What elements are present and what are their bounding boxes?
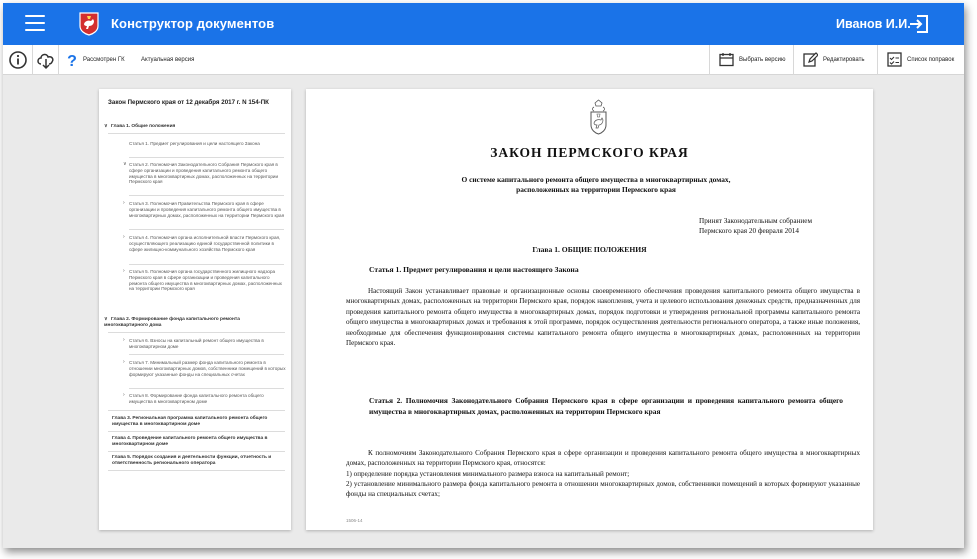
toc-article-label: Статья 8. Формирование фонда капитального ремонта общего имущества в многоквартирном доме [129, 393, 264, 404]
article-2-intro: К полномочиям Законодательного Собрания Пермского края в сфере организации и проведения капитального ремонта общего имущества в многоквартирных домах, расположенных на территории Пермского края, относятся: [346, 449, 860, 468]
document-subtitle: О системе капитального ремонта общего имущества в многоквартирных домах, расположенных на территории Пермского края [461, 175, 731, 194]
toolbar-divider [32, 45, 33, 75]
toc-chapter-label: Глава 4. Проведение капитального ремонта общего имущества в многоквартирном доме [112, 436, 268, 447]
chapter-heading: Глава 1. ОБЩИЕ ПОЛОЖЕНИЯ [532, 245, 647, 254]
corrections-list-label: Список поправок [907, 57, 955, 63]
toc-chapter-label: Глава 3. Региональная программа капитального ремонта общего имущества в многоквартирном доме [112, 416, 268, 427]
chevron-down-icon: ∨ [104, 124, 108, 129]
toc-article-7[interactable] [123, 359, 287, 377]
article-2-heading: Статья 2. Полномочия Законодательного Собрания Пермского края в сфере организации и проведения капитального ремонта общего имущества в многоквартирных домах, расположенных на территории Пермского края [369, 396, 843, 416]
adoption-note [699, 216, 859, 236]
chevron-right-icon: › [123, 337, 125, 343]
coat-of-arms-logo [79, 12, 99, 36]
toc-article-1[interactable] [129, 141, 287, 147]
calendar-icon [719, 52, 734, 67]
toc-article-label: Статья 7. Минимальный размер фонда капитального ремонта в отношении многоквартирных домов, собственники помещений в которых формируют указанные фонды на специальных счетах [129, 360, 286, 377]
divider [129, 195, 284, 196]
toc-article-label: Статья 2. Полномочия Законодательного Собрания Пермского края в сфере организации и проведения капитального ремонта общего имущества в многоквартирных домах, расположенных на территории Пермского края [129, 162, 279, 185]
toc-chapter-label: Глава 1. Общие положения [111, 124, 176, 129]
toolbar-divider [58, 45, 59, 75]
edit-button[interactable] [793, 45, 877, 75]
toc-article-label: Статья 1. Предмет регулирования и цели настоящего Закона [129, 141, 260, 146]
table-of-contents [99, 89, 291, 530]
chevron-right-icon: › [123, 234, 125, 240]
divider [129, 264, 284, 265]
chevron-right-icon: › [123, 359, 125, 365]
chevron-right-icon: › [123, 392, 125, 398]
document-page-code: 1506-14 [346, 518, 363, 523]
checklist-icon [887, 52, 902, 67]
divider [108, 332, 285, 333]
menu-icon[interactable] [25, 15, 45, 33]
document-title: ЗАКОН ПЕРМСКОГО КРАЯ [490, 145, 689, 160]
divider [129, 354, 284, 355]
toc-article-4[interactable] [123, 234, 287, 252]
article-2-item-1: 1) определение порядка установления минимального размера взноса на капитальный ремонт; [346, 470, 630, 478]
toc-chapter-4[interactable] [112, 436, 284, 448]
toc-article-label: Статья 3. Полномочия Правительства Пермского края в сфере организации и проведения капитального ремонта общего имущества в многоквартирных домах, расположенных на территории Пермского края [129, 201, 285, 218]
edit-label: Редактировать [823, 57, 865, 63]
divider [108, 410, 285, 411]
coat-of-arms-emblem [589, 99, 608, 135]
divider [108, 133, 285, 134]
info-icon[interactable] [7, 49, 29, 71]
corrections-list-button[interactable] [877, 45, 964, 75]
svg-text:?: ? [67, 53, 77, 70]
app-window [3, 3, 964, 548]
toc-article-8[interactable] [123, 392, 287, 405]
document-page [306, 89, 873, 530]
article-1-text: Настоящий Закон устанавливает правовые и организационные основы своевременного обеспечения проведения капитального ремонта общего имущества в многоквартирных домах, расположенных на территории Пермского края, порядок накопления, учета и целевого использования денежных средств, предназначенных для проведения капитального ремонта общего имущества в многоквартирных домах, порядок подготовки и утверждения региональной программы капитального ремонта общего имущества в многоквартирных домах и требования к этой программе, порядок осуществления деятельности регионального оператора, а также иные положения, необходимые для обеспечения функционирования системы капитального ремонта общего имущества в многоквартирных домах, расположенных на территории Пермского края. [346, 287, 860, 348]
article-1-heading: Статья 1. Предмет регулирования и цели настоящего Закона [369, 265, 579, 274]
article-2-item-2: 2) установление минимального размера фонда капитального ремонта в отношении многоквартирных домов, собственники помещений в которых формируют указанные фонды на специальных счетах; [346, 480, 860, 499]
toc-article-label: Статья 4. Полномочия органа исполнительной власти Пермского края, осуществляющего реализацию единой государственной политики в сфере жилищно-коммунального хозяйства Пермского края [129, 235, 281, 252]
adoption-line-2: Пермского края 20 февраля 2014 [699, 227, 799, 235]
toc-chapter-label: Глава 5. Порядок создания и деятельности функции, отчетность и ответственность регионального оператора [112, 455, 272, 466]
toc-article-3[interactable] [123, 200, 287, 218]
toc-chapter-label: Глава 2. Формирование фонда капитального ремонта многоквартирного дома [104, 317, 240, 328]
chevron-down-icon: ∨ [104, 317, 108, 322]
toc-chapter-3[interactable] [112, 416, 284, 428]
divider [129, 157, 284, 158]
choose-version-label: Выбрать версию [739, 57, 786, 63]
toc-chapter-1[interactable] [104, 124, 284, 130]
toc-article-label: Статья 6. Взносы на капитальный ремонт общего имущества в многоквартирном доме [129, 338, 264, 349]
help-icon[interactable] [61, 49, 83, 71]
divider [129, 229, 284, 230]
choose-version-button[interactable] [709, 45, 793, 75]
app-title: Конструктор документов [111, 16, 275, 31]
toc-chapter-5[interactable] [112, 455, 284, 467]
toc-chapter-2[interactable] [104, 317, 284, 329]
version-label: Актуальная версия [141, 57, 195, 63]
toc-title: Закон Пермского края от 12 декабря 2017 г. N 154-ПК [108, 99, 269, 106]
divider [129, 388, 284, 389]
app-header [3, 3, 964, 45]
edit-icon [803, 52, 818, 67]
toc-article-label: Статья 5. Полномочия органа государственного жилищного надзора Пермского края в сфере организации и проведения капитального ремонта общего имущества в многоквартирных домах, расположенных на территории Пермского края [129, 269, 282, 292]
divider [108, 451, 285, 452]
toc-article-2[interactable] [123, 161, 287, 185]
chevron-down-icon: ∨ [123, 161, 127, 167]
chevron-right-icon: › [123, 200, 125, 206]
chevron-right-icon: › [123, 268, 125, 274]
logout-icon[interactable] [908, 14, 930, 34]
cloud-download-icon[interactable] [35, 49, 57, 71]
divider [108, 431, 285, 432]
divider [108, 470, 285, 471]
toc-article-5[interactable] [123, 268, 287, 292]
toolbar [3, 45, 964, 75]
user-name[interactable]: Иванов И.И. [836, 17, 911, 31]
toc-article-6[interactable] [123, 337, 287, 350]
adoption-line-1: Принят Законодательным собранием [699, 217, 812, 225]
status-label: Рассмотрен ГК [83, 57, 125, 63]
